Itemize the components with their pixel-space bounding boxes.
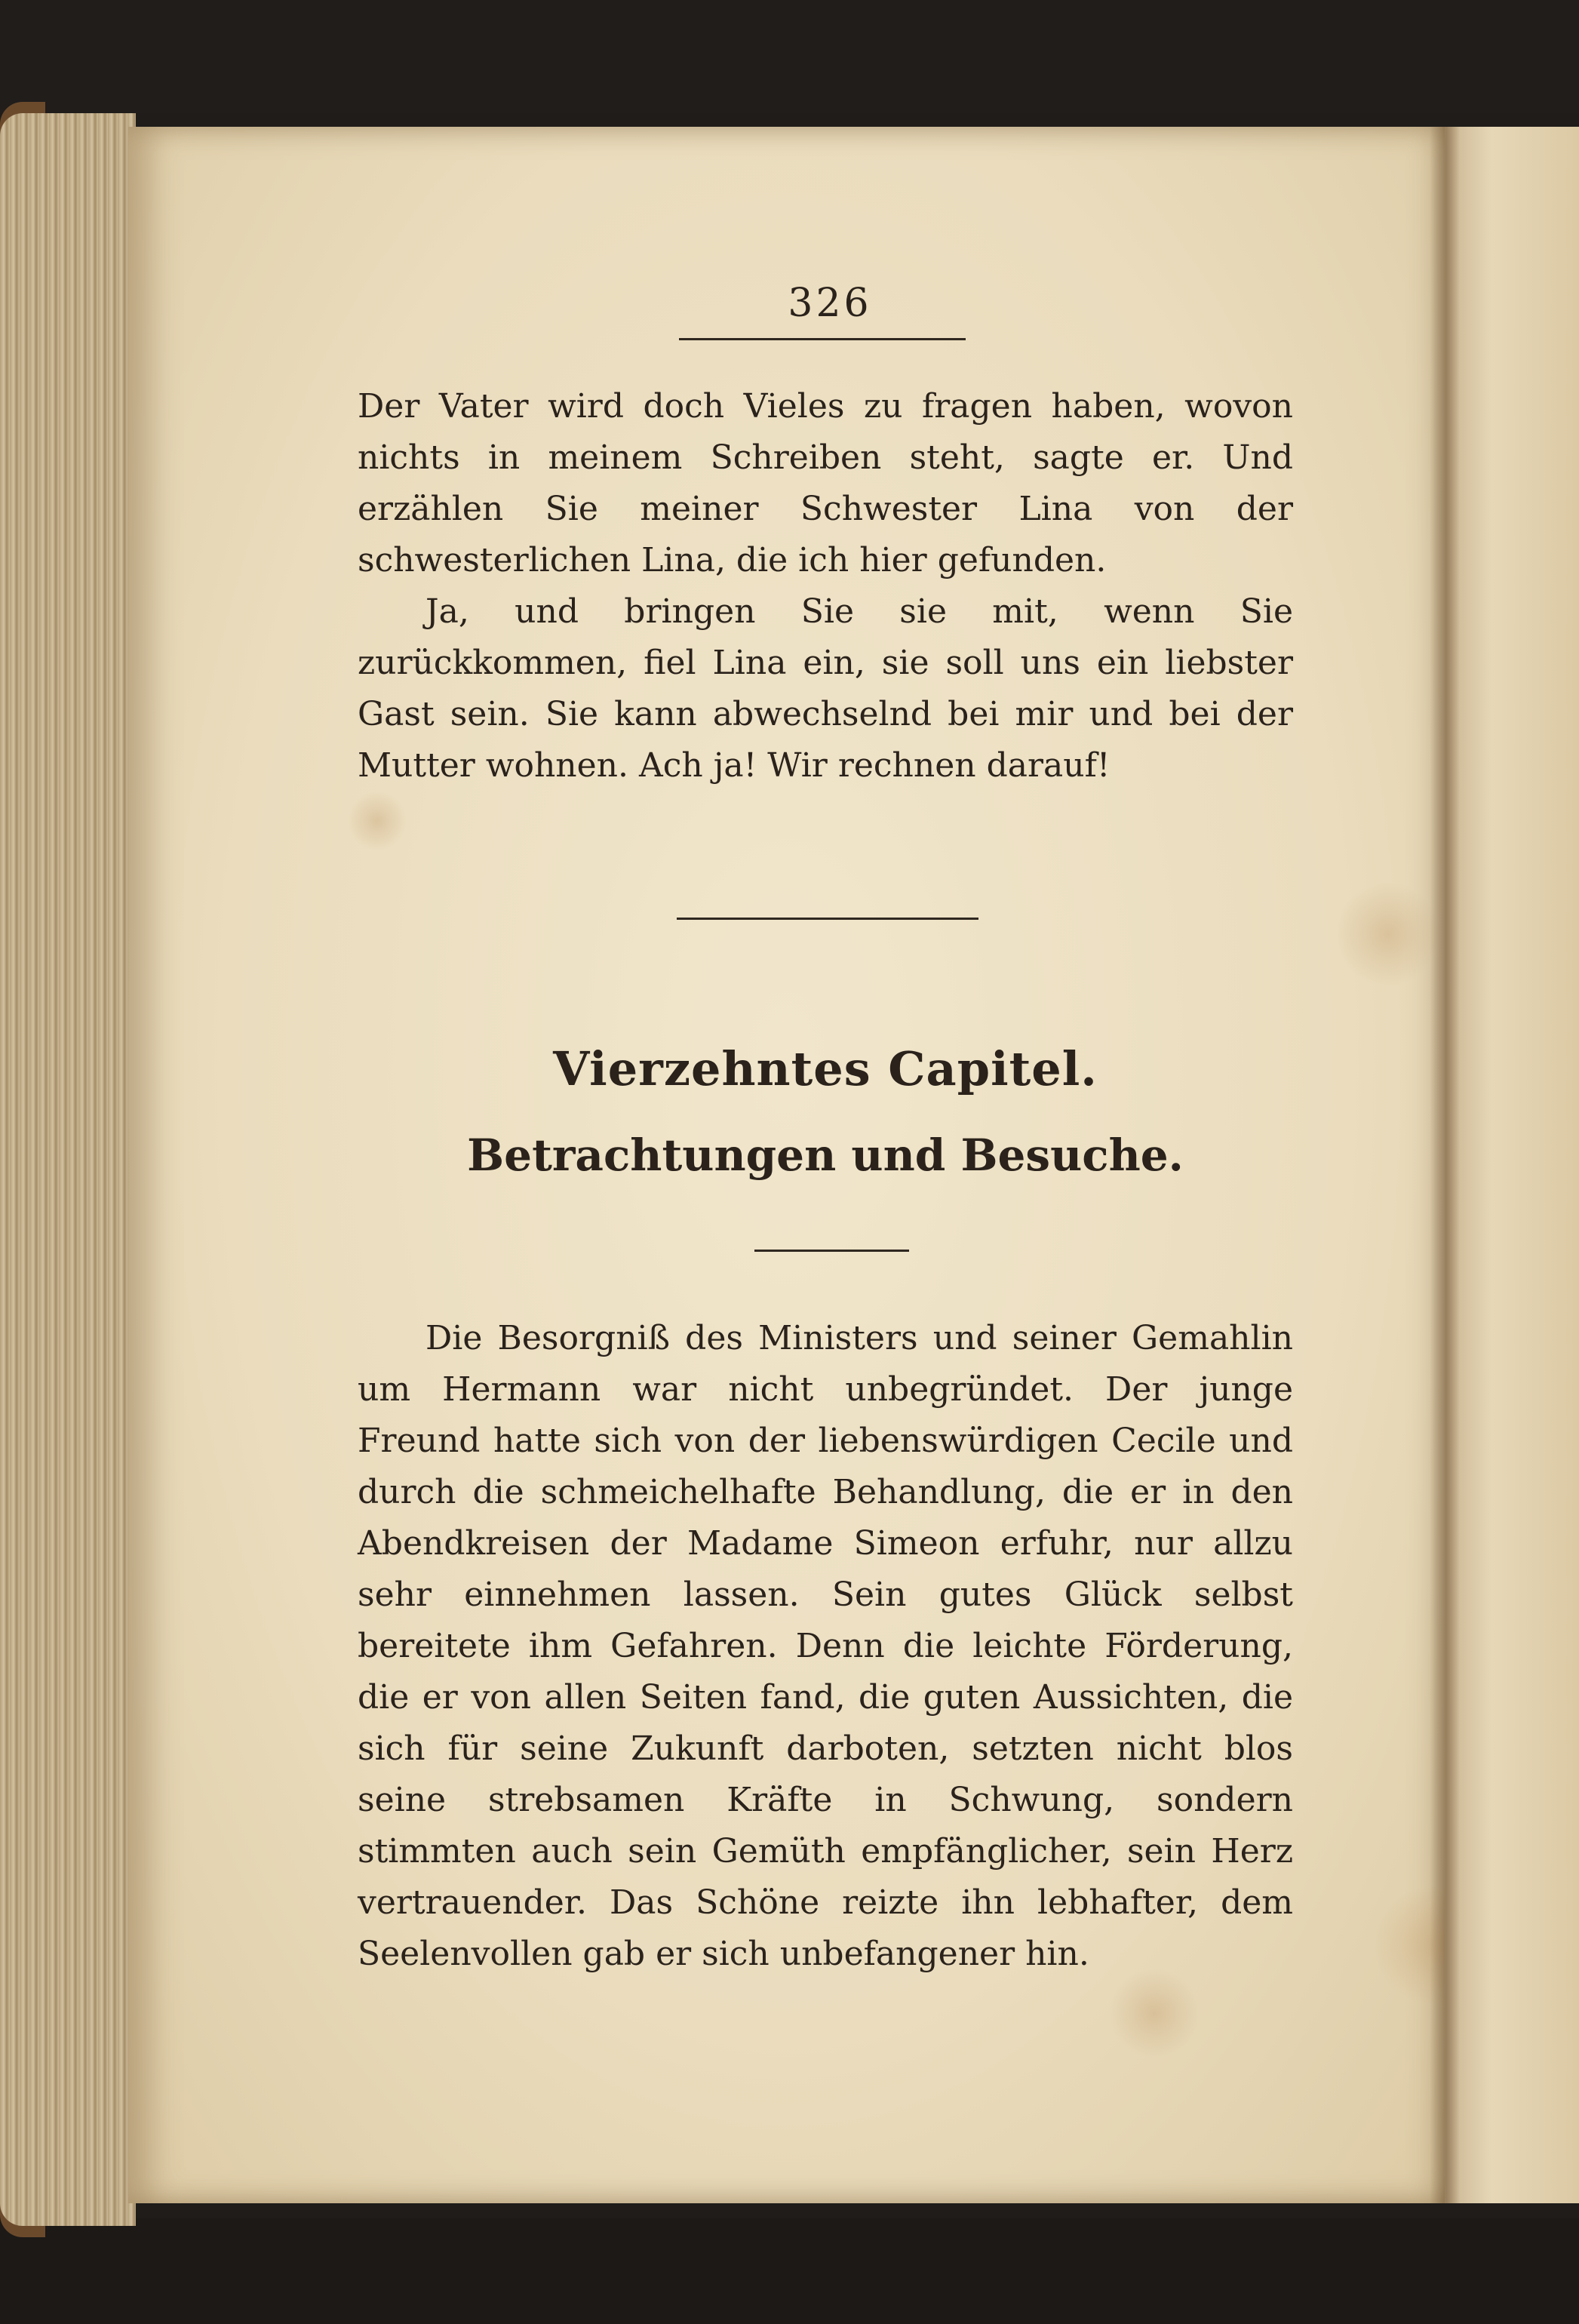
paragraph: Der Vater wird doch Vieles zu fragen haben, wovon nichts in meinem Schreiben steht, sagte er. Und erzählen Sie meiner Schwester Lina von der schwesterlichen Lina, die ich hier gefunden. <box>358 387 1293 579</box>
body-text-bottom <box>358 1313 1293 1980</box>
page-gutter <box>1430 127 1460 2203</box>
section-divider <box>677 918 978 920</box>
book-cover-bottom <box>0 2218 1579 2324</box>
chapter-divider <box>754 1250 909 1252</box>
page-edges <box>0 113 136 2226</box>
header-rule <box>679 338 966 340</box>
book-cover-top <box>0 0 1579 113</box>
paragraph: Ja, und bringen Sie sie mit, wenn Sie zurückkommen, fiel Lina ein, sie soll uns ein liebster Gast sein. Sie kann abwechselnd bei mir und bei der Mutter wohnen. Ach ja! Wir rechnen darauf! <box>358 592 1293 785</box>
chapter-subtitle: Betrachtungen und Besuche. <box>467 1130 1184 1181</box>
body-text-top <box>358 381 1293 792</box>
page-number: 326 <box>788 281 872 326</box>
paragraph: Die Besorgniß des Ministers und seiner Gemahlin um Hermann war nicht unbegründet. Der junge Freund hatte sich von der liebenswürdigen Cecile und durch die schmeichelhafte Behandlung, die er in den Abendkreisen der Madame Simeon erfuhr, nur allzu sehr einnehmen lassen. Sein gutes Glück selbst bereitete ihm Gefahren. Denn die leichte Förderung, die er von allen Seiten fand, die guten Aussichten, die sich für seine Zukunft darboten, setzten nicht blos seine strebsamen Kräfte in Schwung, sondern stimmten auch sein Gemüth empfänglicher, sein Herz vertrauender. Das Schöne reizte ihn lebhafter, dem Seelenvollen gab er sich unbefangener hin. <box>358 1319 1293 1973</box>
facing-page-edge <box>1445 127 1579 2203</box>
chapter-title: Vierzehntes Capitel. <box>553 1041 1098 1096</box>
